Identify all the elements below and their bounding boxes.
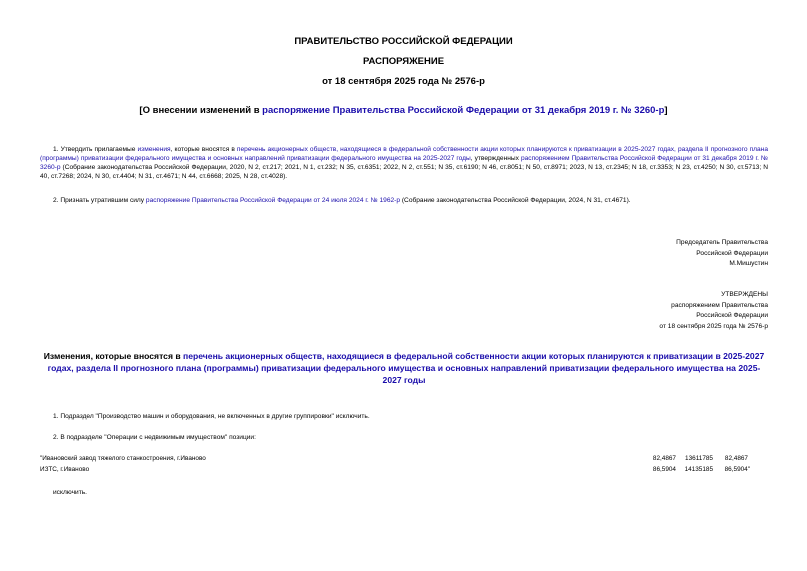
para1-text-3: , утвержденных bbox=[470, 155, 521, 162]
document-subject bbox=[0, 105, 807, 116]
para2-link-order[interactable]: распоряжение Правительства Российской Федерации от 24 июля 2024 г. № 1962-р bbox=[145, 197, 401, 204]
row-name: "Ивановский завод тяжелого станкостроения, г.Иваново bbox=[40, 455, 206, 462]
subject-link[interactable]: распоряжение Правительства Российской Федерации от 31 декабря 2019 г. № 3260-р bbox=[262, 105, 665, 116]
table-row bbox=[40, 455, 770, 465]
para1-text-4: (Собрание законодательства Российской Федерации, 2020, N 2, ст.217; 2021, N 1, ст.232; N 35, ст.6351; 2022, N 2, ст.551; N 35, ст.6190; N 46, ст.8051; N 50, ст.8971; 2023, N 13, ст.2345; N 18, ст.3353; N 23, ст.4250; N 30, ст.5713; N 40, ст.7268; 2024, N 30, ст.4404; N 31, ст.4671; N 44, ст.6668; 2025, N 28, ст.4028). bbox=[40, 164, 768, 180]
exclude-text: исключить. bbox=[53, 489, 87, 496]
para1-text-1: 1. Утвердить прилагаемые bbox=[53, 146, 138, 153]
changes-title-text: Изменения, которые вносятся в bbox=[43, 351, 184, 361]
subject-open: [О внесении изменений в bbox=[139, 105, 263, 116]
row-share-privatized: 86,5904" bbox=[724, 466, 750, 473]
government-name: ПРАВИТЕЛЬСТВО РОССИЙСКОЙ ФЕДЕРАЦИИ bbox=[294, 36, 513, 47]
signature-position: Председатель Правительства bbox=[676, 239, 768, 246]
row-share: 86,5904 bbox=[652, 466, 676, 473]
document-date-number: от 18 сентября 2025 года № 2576-р bbox=[322, 76, 485, 87]
row-shares-count: 14135185 bbox=[684, 466, 713, 473]
signature-name: М.Мишустин bbox=[729, 260, 768, 267]
positions-table bbox=[40, 455, 770, 477]
row-share: 82,4867 bbox=[652, 455, 676, 462]
row-name: ИЗТС, г.Иваново bbox=[40, 466, 90, 473]
changes-title bbox=[40, 350, 768, 386]
row-shares-count: 13611785 bbox=[685, 455, 713, 462]
approved-date: от 18 сентября 2025 года № 2576-р bbox=[659, 322, 768, 330]
changes-title-link[interactable]: перечень акционерных обществ, находящиеся в федеральной собственности акции которых планируются к приватизации в 2025-2027 годах, раздела II прогнозного плана (программы) приватизации федерального имущества и основных направлений приватизации федерального имущества на 2025-2027 годы bbox=[47, 351, 765, 385]
signature-country: Российской Федерации bbox=[696, 249, 768, 257]
para1-link-changes[interactable]: изменения bbox=[137, 146, 171, 153]
table-row bbox=[40, 466, 770, 476]
para1-link-order[interactable]: распоряжением Правительства Российской Федерации от 31 декабря 2019 г. № 3260-р bbox=[40, 155, 768, 171]
approved-block bbox=[659, 290, 768, 332]
subject-close: ] bbox=[664, 105, 668, 116]
paragraph-1 bbox=[40, 145, 768, 181]
para1-text-2: , которые вносятся в bbox=[170, 146, 237, 153]
item-2: 2. В подразделе "Операции с недвижимым имуществом" позиции: bbox=[53, 434, 256, 441]
document-type: РАСПОРЯЖЕНИЕ bbox=[362, 56, 445, 67]
signature-block bbox=[676, 238, 768, 270]
row-share-privatized: 82,4867 bbox=[724, 455, 748, 462]
para1-link-list[interactable]: перечень акционерных обществ, находящиеся в федеральной собственности акции которых планируются к приватизации в 2025-2027 годах, раздела II прогнозного плана (программы) приватизации федерального имущества и основных направлений приватизации федерального имущества на 2025-2027 годы bbox=[40, 146, 768, 162]
approved-by: распоряжением Правительства bbox=[671, 301, 768, 309]
item-1: 1. Подраздел "Производство машин и оборудования, не включенных в другие группировки" исключить. bbox=[53, 413, 370, 420]
para2-text-2: (Собрание законодательства Российской Федерации, 2024, N 31, ст.4671). bbox=[400, 197, 631, 204]
approved-country: Российской Федерации bbox=[696, 312, 768, 319]
paragraph-2 bbox=[40, 196, 768, 205]
para2-text-1: 2. Признать утратившим силу bbox=[53, 197, 146, 204]
approved-label: УТВЕРЖДЕНЫ bbox=[721, 291, 768, 298]
